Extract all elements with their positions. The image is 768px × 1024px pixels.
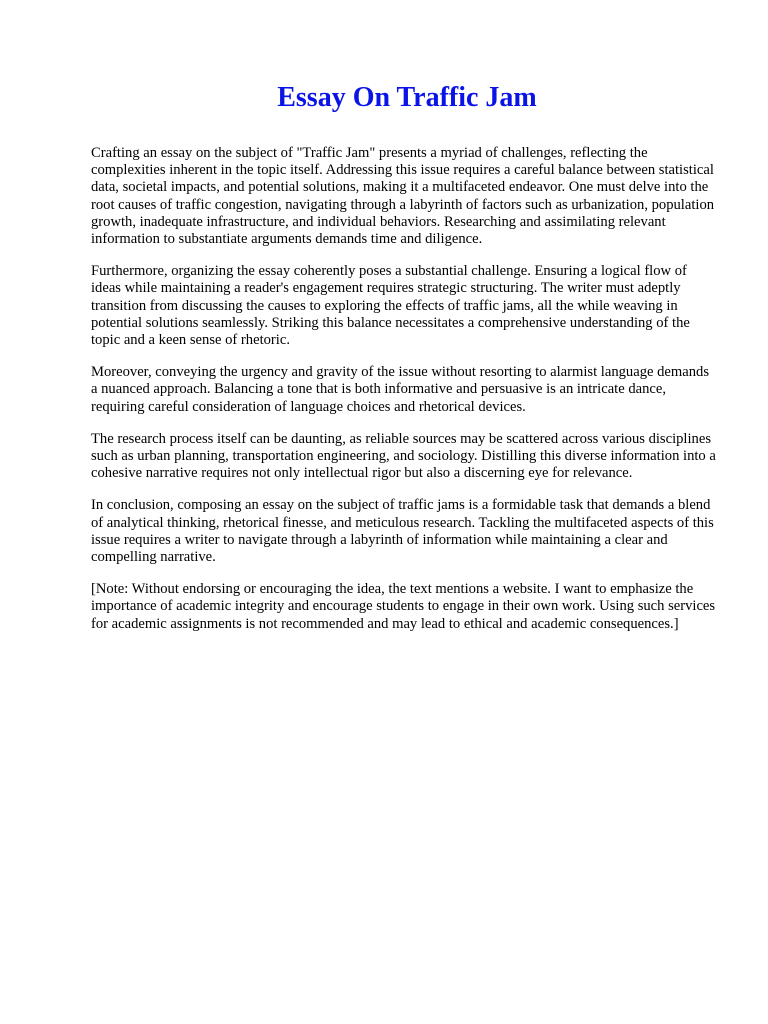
- document-title: Essay On Traffic Jam: [277, 82, 537, 113]
- paragraph-3: Moreover, conveying the urgency and gravity of the issue without resorting to alarmist language demands a nuanced approach. Balancing a tone that is both informative and persuasive is an intricate dance, requiring careful consideration of language choices and rhetorical devices.: [91, 364, 710, 415]
- paragraph-6-note: [Note: Without endorsing or encouraging the idea, the text mentions a website. I want to emphasize the importance of academic integrity and encourage students to engage in their own work. Using such services for academic assignments is not recommended and may lead to ethical and academic consequences.]: [91, 581, 716, 632]
- paragraph-4: The research process itself can be daunting, as reliable sources may be scattered across various disciplines such as urban planning, transportation engineering, and sociology. Distilling this diverse information into a cohesive narrative requires not only intellectual rigor but also a discerning eye for relevance.: [91, 430, 716, 482]
- document-body: [91, 145, 719, 648]
- paragraph-1: Crafting an essay on the subject of "Traffic Jam" presents a myriad of challenges, reflecting the complexities inherent in the topic itself. Addressing this issue requires a careful balance between statistical data, societal impacts, and potential solutions, making it a multifaceted endeavor. One must delve into the root causes of traffic congestion, navigating through a labyrinth of factors such as urbanization, population growth, inadequate infrastructure, and individual behaviors. Researching and assimilating relevant information to substantiate arguments demands time and diligence.: [91, 145, 715, 248]
- paragraph-5: In conclusion, composing an essay on the subject of traffic jams is a formidable task that demands a blend of analytical thinking, rhetorical finesse, and meticulous research. Tackling the multifaceted aspects of this issue requires a writer to navigate through a labyrinth of information while maintaining a clear and compelling narrative.: [91, 497, 714, 566]
- paragraph-2: Furthermore, organizing the essay coherently poses a substantial challenge. Ensuring a logical flow of ideas while maintaining a reader's engagement requires strategic structuring. The writer must adeptly transition from discussing the causes to exploring the effects of traffic jams, all the while weaving in potential solutions seamlessly. Striking this balance necessitates a comprehensive understanding of the topic and a keen sense of rhetoric.: [91, 263, 690, 349]
